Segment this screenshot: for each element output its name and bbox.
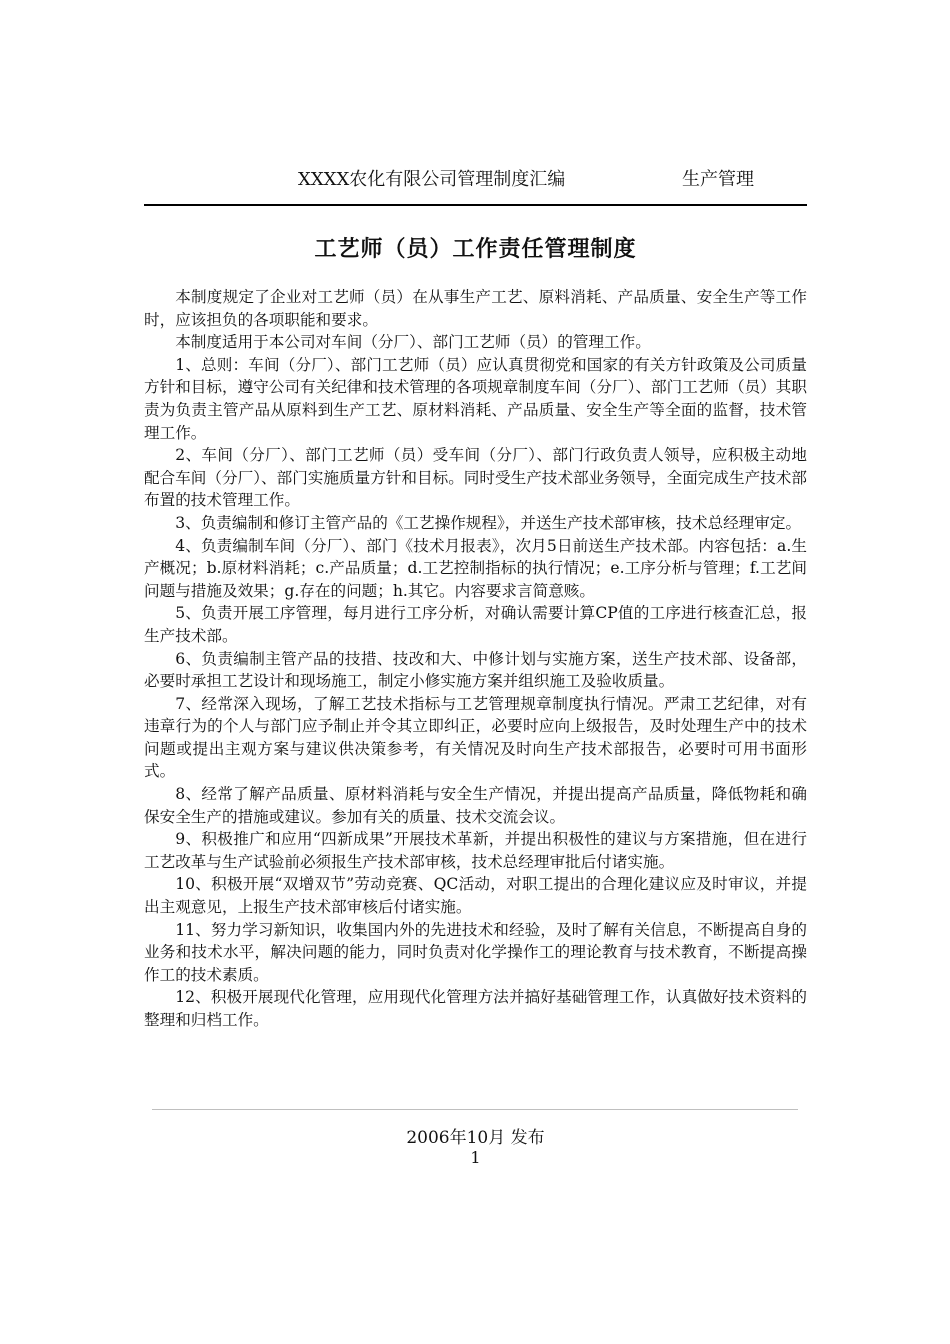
footer-divider <box>152 1109 798 1110</box>
clause-12: 12、积极开展现代化管理，应用现代化管理方法并搞好基础管理工作，认真做好技术资料的整理和归档工作。 <box>144 988 807 1029</box>
scope-paragraph: 本制度适用于本公司对车间（分厂）、部门工艺师（员）的管理工作。 <box>175 333 651 352</box>
document-body <box>144 286 807 1032</box>
header-title: XXXX农化有限公司管理制度汇编 <box>298 169 566 190</box>
document-title: 工艺师（员）工作责任管理制度 <box>314 237 637 262</box>
clause-2: 2、车间（分厂）、部门工艺师（员）受车间（分厂）、部门行政负责人领导，应积极主动地配合车间（分厂）、部门实施质量方针和目标。同时受生产技术部业务领导，全面完成生产技术部布置的技术管理工作。 <box>144 446 807 510</box>
intro-paragraph: 本制度规定了企业对工艺师（员）在从事生产工艺、原料消耗、产品质量、安全生产等工作时，应该担负的各项职能和要求。 <box>144 288 807 329</box>
clause-6: 6、负责编制主管产品的技措、技改和大、中修计划与实施方案，送生产技术部、设备部，必要时承担工艺设计和现场施工，制定小修实施方案并组织施工及验收质量。 <box>144 649 807 691</box>
clause-11: 11、努力学习新知识，收集国内外的先进技术和经验，及时了解有关信息，不断提高自身的业务和技术水平，解决问题的能力，同时负责对化学操作工的理论教育与技术教育，不断提高操作工的技术素质。 <box>144 920 807 984</box>
clause-7: 7、经常深入现场，了解工艺技术指标与工艺管理规章制度执行情况。严肃工艺纪律，对有违章行为的个人与部门应予制止并令其立即纠正，必要时应向上级报告，及时处理生产中的技术问题或提出主观方案与建议供决策参考，有关情况及时向生产技术部报告，必要时可用书面形式。 <box>144 694 807 781</box>
page-number: 1 <box>470 1148 481 1167</box>
clause-10: 10、积极开展“双增双节”劳动竞赛、QC活动，对职工提出的合理化建议应及时审议，并提出主观意见，上报生产技术部审核后付诸实施。 <box>144 875 807 917</box>
header-divider <box>144 204 807 206</box>
page-header <box>144 163 807 193</box>
clause-5: 5、负责开展工序管理，每月进行工序分析，对确认需要计算CP值的工序进行核查汇总，报生产技术部。 <box>144 604 807 645</box>
publish-date: 2006年10月 发布 <box>406 1128 545 1148</box>
clause-1: 1、总则：车间（分厂）、部门工艺师（员）应认真贯彻党和国家的有关方针政策及公司质量方针和目标，遵守公司有关纪律和技术管理的各项规章制度车间（分厂）、部门工艺师（员）其职责为负责主管产品从原料到生产工艺、原材料消耗、产品质量、安全生产等全面的监督，技术管理工作。 <box>144 355 807 442</box>
clause-3: 3、负责编制和修订主管产品的《工艺操作规程》，并送生产技术部审核，技术总经理审定。 <box>175 513 802 532</box>
clause-4: 4、负责编制车间（分厂）、部门《技术月报表》，次月5日前送生产技术部。内容包括：a.生产概况；b.原材料消耗；c.产品质量；d.工艺控制指标的执行情况；e.工序分析与管理；f.工艺间问题与措施及效果；g.存在的问题；h.其它。内容要求言简意赅。 <box>144 536 807 600</box>
clause-9: 9、积极推广和应用“四新成果”开展技术革新，并提出积极性的建议与方案措施，但在进行工艺改革与生产试验前必须报生产技术部审核，技术总经理审批后付诸实施。 <box>144 830 807 871</box>
header-section: 生产管理 <box>682 169 754 190</box>
clause-8: 8、经常了解产品质量、原材料消耗与安全生产情况，并提出提高产品质量，降低物耗和确保安全生产的措施或建议。参加有关的质量、技术交流会议。 <box>144 785 807 826</box>
